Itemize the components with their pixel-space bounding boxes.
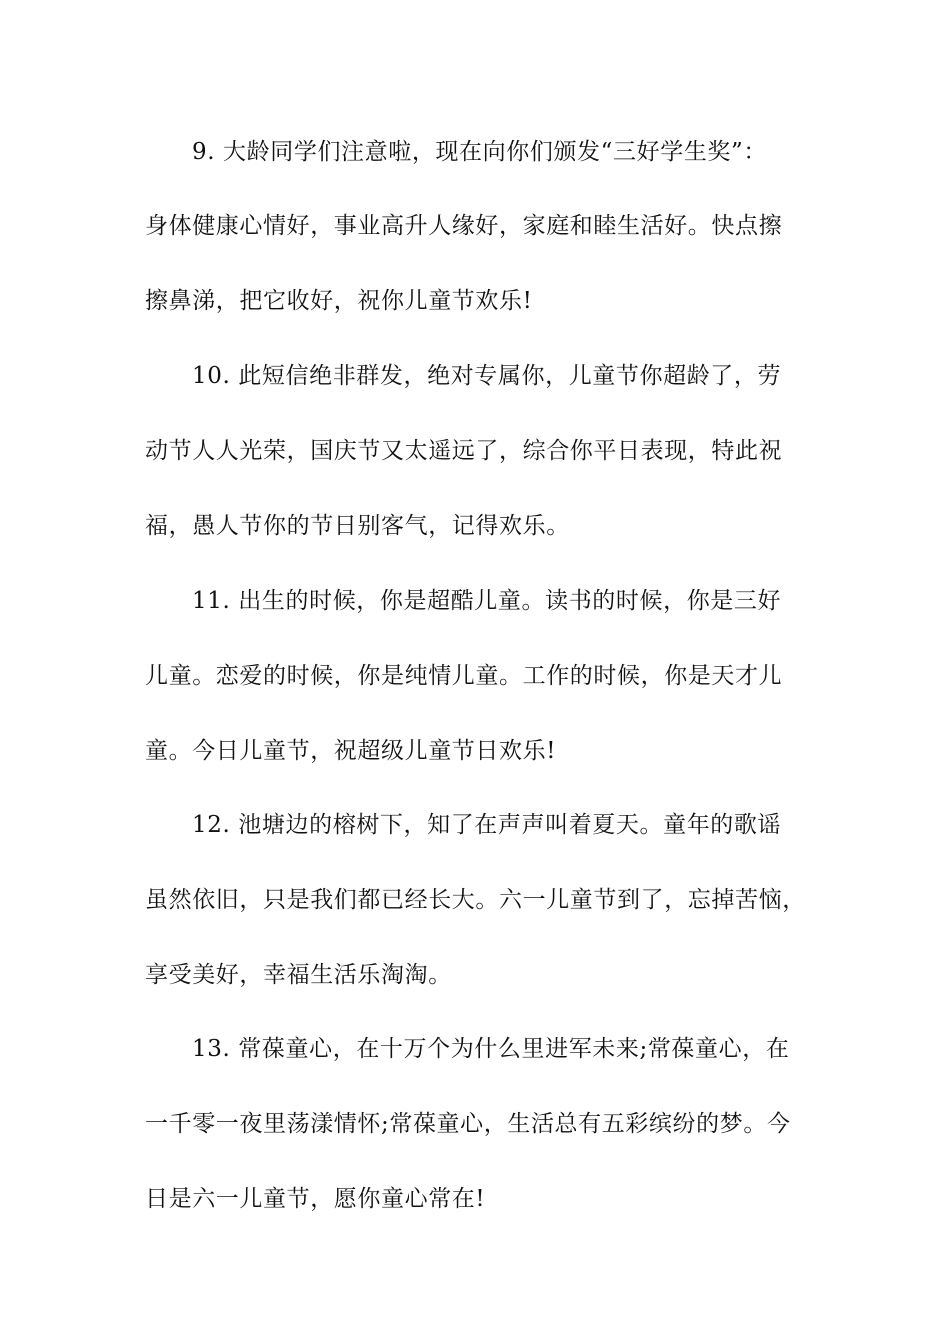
paragraph-line: 虽然依旧，只是我们都已经长大。六一儿童节到了，忘掉苦恼， <box>145 887 806 913</box>
paragraph-line: 11. 出生的时候，你是超酷儿童。读书的时候，你是三好 <box>192 588 782 614</box>
paragraph-line: 儿童。恋爱的时候，你是纯情儿童。工作的时候，你是天才儿 <box>145 663 783 689</box>
paragraph-line: 日是六一儿童节，愿你童心常在! <box>145 1186 486 1212</box>
paragraph-line: 12. 池塘边的榕树下，知了在声声叫着夏天。童年的歌谣 <box>192 812 782 838</box>
paragraph-line: 享受美好，幸福生活乐淘淘。 <box>145 962 452 988</box>
paragraph-line: 身体健康心情好，事业高升人缘好，家庭和睦生活好。快点擦 <box>145 213 783 239</box>
paragraph-line: 擦鼻涕，把它收好，祝你儿童节欢乐! <box>145 288 533 314</box>
paragraph-line: 童。今日儿童节，祝超级儿童节日欢乐! <box>145 738 557 764</box>
paragraph-line: 10. 此短信绝非群发，绝对专属你，儿童节你超龄了，劳 <box>192 363 782 389</box>
paragraph-line: 一千零一夜里荡漾情怀;常葆童心，生活总有五彩缤纷的梦。今 <box>145 1111 791 1137</box>
paragraph-line: 福，愚人节你的节日别客气，记得欢乐。 <box>145 513 570 539</box>
paragraph-line: 13. 常葆童心，在十万个为什么里进军未来;常葆童心，在 <box>192 1036 790 1062</box>
paragraph-line: 动节人人光荣，国庆节又太遥远了，综合你平日表现，特此祝 <box>145 438 783 464</box>
paragraph-line: 9. 大龄同学们注意啦，现在向你们颁发“三好学生奖”： <box>192 139 767 165</box>
